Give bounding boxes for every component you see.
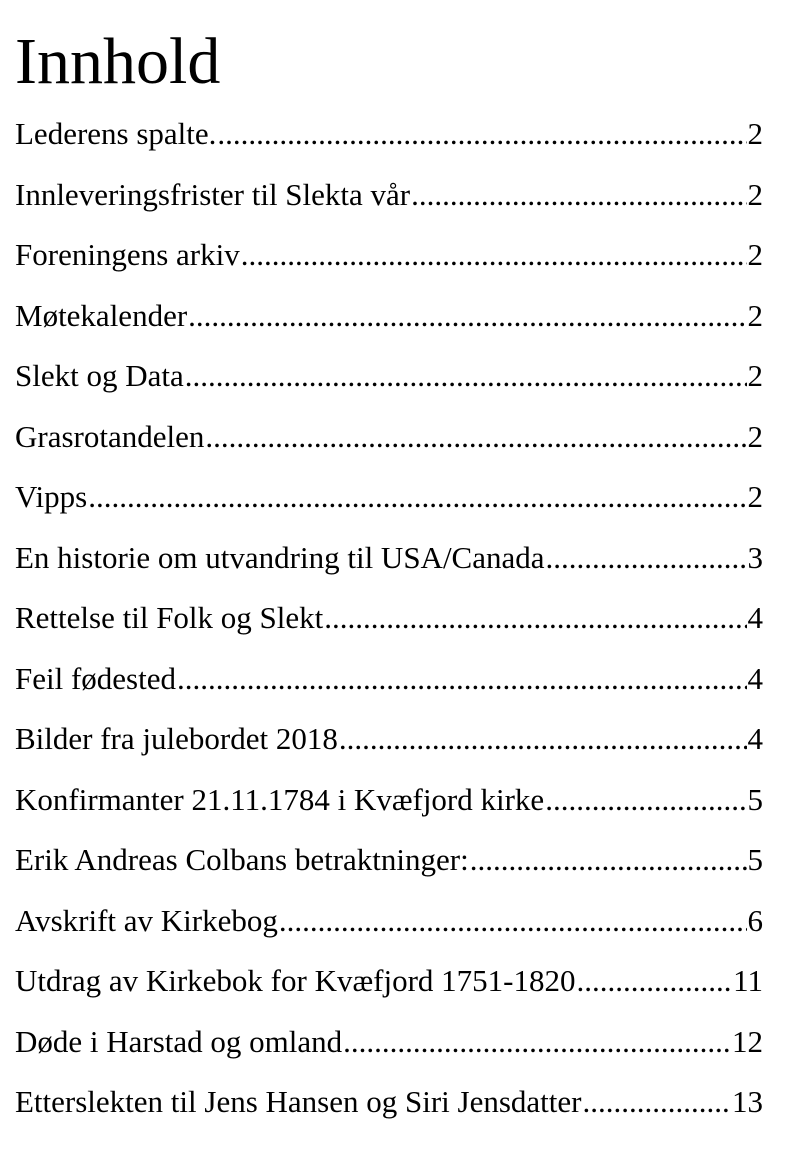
toc-entry-page: 12	[732, 1023, 763, 1059]
toc-entry-title: Lederens spalte.	[15, 116, 217, 151]
toc-entry[interactable]	[15, 165, 763, 226]
dot-leader	[185, 346, 747, 407]
dot-leader	[576, 951, 732, 1012]
toc-entry-title: Innleveringsfrister til Slekta vår	[15, 176, 411, 212]
toc-entry-title: Etterslekten til Jens Hansen og Siri Jensdatter	[15, 1084, 582, 1119]
toc-entry[interactable]	[15, 346, 763, 407]
toc-entry[interactable]	[15, 286, 763, 347]
dot-leader	[177, 649, 747, 710]
dot-leader	[88, 467, 746, 528]
dot-leader	[583, 1072, 732, 1133]
toc-entry-page: 2	[747, 176, 763, 212]
dot-leader	[470, 830, 747, 891]
toc-entry-title: Konfirmanter 21.11.1784 i Kvæfjord kirke	[15, 781, 545, 817]
dot-leader	[411, 165, 746, 226]
toc-entry-title: Utdrag av Kirkebok for Kvæfjord 1751-1820	[15, 963, 576, 998]
dot-leader	[217, 104, 746, 165]
toc-entry-title: Slekt og Data	[15, 358, 184, 393]
toc-entry-title: Erik Andreas Colbans betraktninger:	[15, 842, 469, 877]
dot-leader	[188, 286, 746, 347]
toc-entry[interactable]	[15, 467, 763, 528]
toc-entry-title: Feil fødested	[15, 660, 176, 696]
toc-entry-page: 2	[747, 297, 763, 333]
toc-entry-title: En historie om utvandring til USA/Canada	[15, 539, 545, 575]
toc-entry-page: 5	[747, 842, 763, 877]
toc-entry-page: 6	[747, 902, 763, 938]
toc-list	[15, 104, 763, 1133]
dot-leader	[205, 407, 746, 468]
toc-entry-page: 4	[747, 660, 763, 696]
toc-entry[interactable]	[15, 104, 763, 165]
toc-entry[interactable]	[15, 770, 763, 831]
dot-leader	[339, 709, 747, 770]
page-title: Innhold	[15, 25, 221, 98]
toc-entry-page: 2	[747, 116, 763, 151]
toc-entry-page: 2	[747, 237, 763, 272]
toc-entry-page: 11	[733, 963, 763, 998]
toc-entry[interactable]	[15, 830, 763, 891]
toc-entry[interactable]	[15, 891, 763, 952]
toc-entry[interactable]	[15, 407, 763, 468]
dot-leader	[343, 1012, 731, 1073]
dot-leader	[545, 770, 746, 831]
toc-entry[interactable]	[15, 1012, 763, 1073]
toc-entry[interactable]	[15, 225, 763, 286]
toc-entry-page: 2	[747, 358, 763, 393]
toc-entry-page: 3	[747, 539, 763, 575]
toc-entry-title: Foreningens arkiv	[15, 237, 240, 272]
toc-entry[interactable]	[15, 588, 763, 649]
toc-entry-page: 4	[747, 600, 763, 635]
toc-entry[interactable]	[15, 649, 763, 710]
toc-entry-title: Døde i Harstad og omland	[15, 1023, 343, 1059]
toc-entry-title: Bilder fra julebordet 2018	[15, 721, 338, 756]
toc-entry-page: 2	[747, 479, 763, 514]
toc-entry-title: Rettelse til Folk og Slekt	[15, 600, 324, 635]
toc-entry-page: 13	[732, 1084, 763, 1119]
toc-entry[interactable]	[15, 951, 763, 1012]
toc-entry[interactable]	[15, 528, 763, 589]
toc-entry-page: 5	[747, 781, 763, 817]
toc-entry[interactable]	[15, 709, 763, 770]
dot-leader	[279, 891, 747, 952]
dot-leader	[546, 528, 747, 589]
dot-leader	[324, 588, 746, 649]
toc-entry-page: 4	[747, 721, 763, 756]
toc-entry-page: 2	[747, 418, 763, 454]
toc-entry-title: Vipps	[15, 479, 88, 514]
toc-entry[interactable]	[15, 1072, 763, 1133]
toc-entry-title: Avskrift av Kirkebog	[15, 902, 278, 938]
dot-leader	[241, 225, 747, 286]
toc-entry-title: Grasrotandelen	[15, 418, 205, 454]
toc-entry-title: Møtekalender	[15, 297, 188, 333]
